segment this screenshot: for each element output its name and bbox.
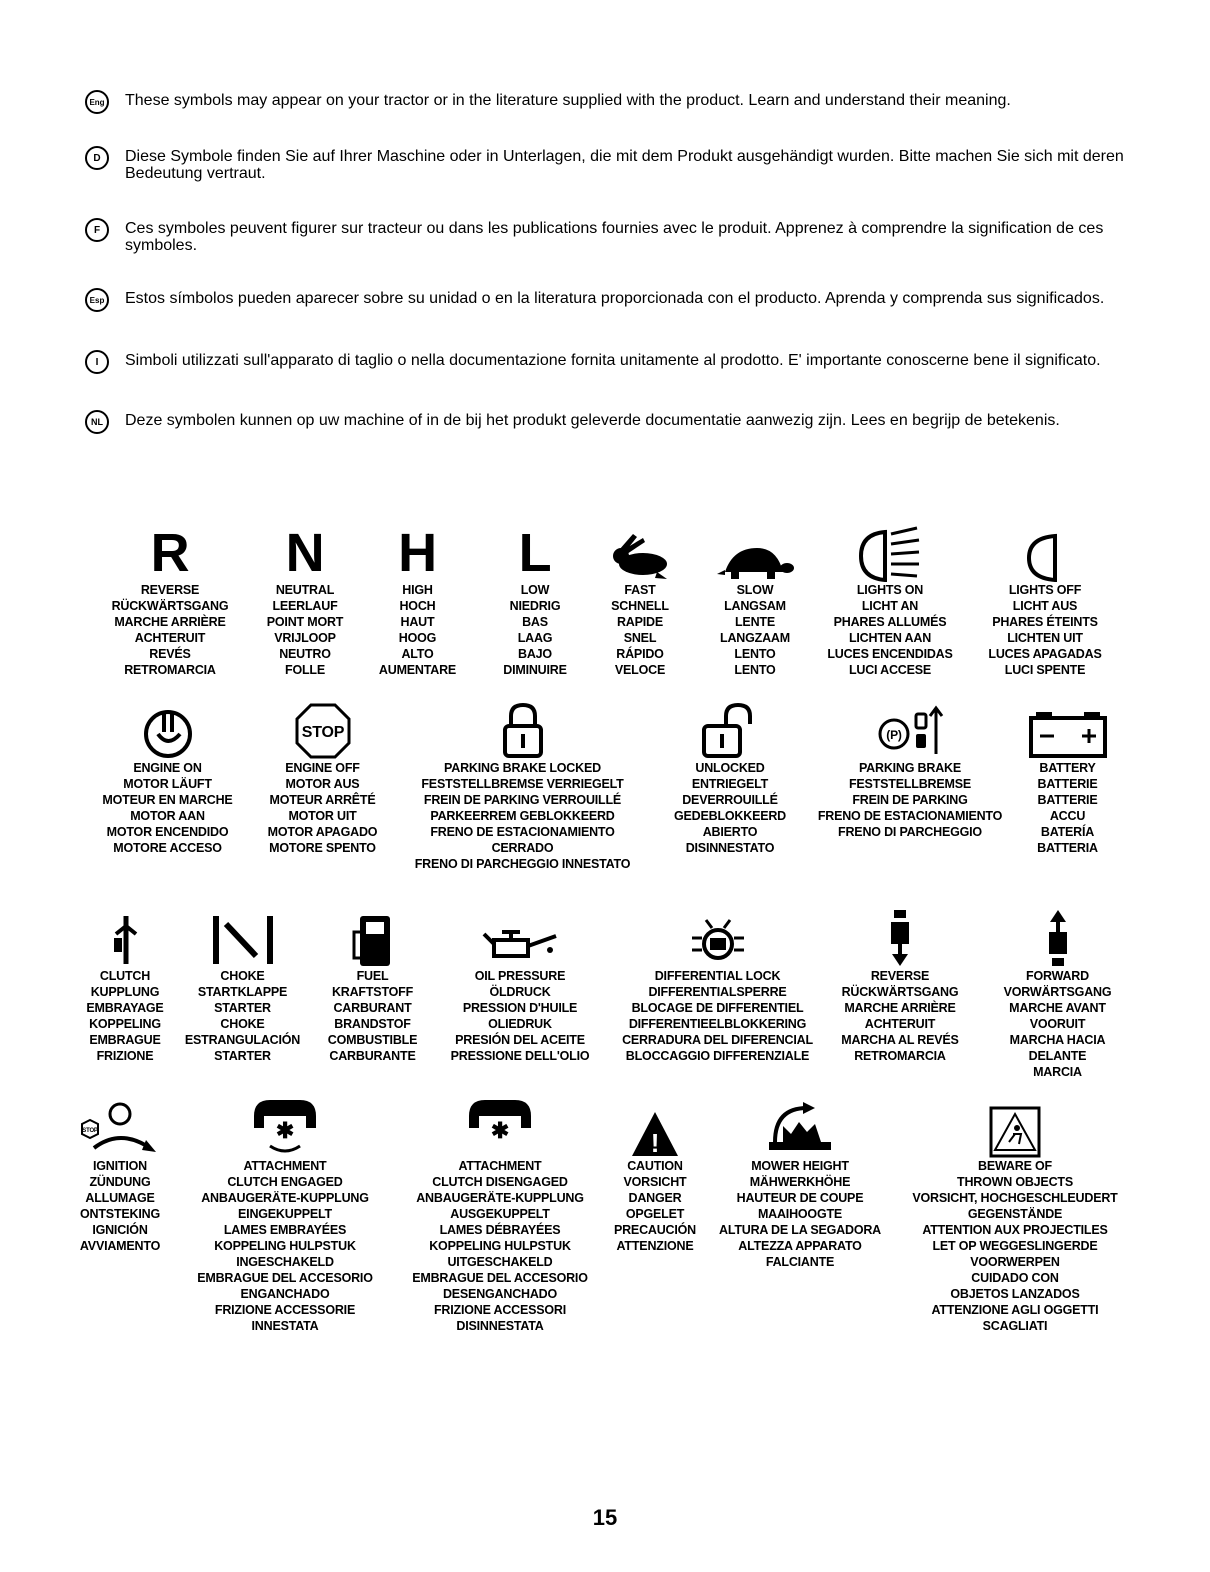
svg-text:✱: ✱	[490, 1118, 510, 1143]
symbol-label-line: DESENGANCHADO	[442, 1287, 558, 1301]
fuel-pump-icon	[315, 900, 430, 968]
symbol-label-line: BATTERIE	[1037, 777, 1098, 791]
intro-german	[85, 146, 1155, 186]
symbol-thrown-objects	[895, 1090, 1135, 1334]
symbol-label-line: UITGESCHAKELD	[447, 1255, 553, 1269]
symbol-label-line: LAMES DÉBRAYÉES	[439, 1223, 561, 1237]
symbol-label-line: RETROMARCIA	[124, 663, 216, 677]
letter-l: L	[518, 523, 552, 583]
symbol-lights-on	[810, 520, 970, 678]
symbol-slow	[700, 520, 810, 678]
symbol-label-line: REVERSE	[140, 583, 200, 597]
engine-on-icon	[90, 690, 245, 760]
symbol-label-line: PRESSIONE DELL'OLIO	[450, 1049, 590, 1063]
symbol-label-line: IGNICIÓN	[92, 1223, 148, 1237]
symbol-label-line: PARKEERREM GEBLOKKEERD	[430, 809, 615, 823]
intro-spanish	[85, 288, 1155, 328]
symbol-label-line: LENTE	[735, 615, 775, 629]
symbol-label-line: FALCIANTE	[765, 1255, 835, 1269]
intro-text: Deze symbolen kunnen op uw machine of in de bij het produkt geleverde documentatie aanwezig zijn. Lees en begrijp de betekenis.	[125, 412, 1060, 429]
symbol-label-line: DANGER	[628, 1191, 682, 1205]
symbol-label-line: ALLUMAGE	[85, 1191, 155, 1205]
symbol-label-line: MOTOR AAN	[130, 809, 205, 823]
symbol-caution	[605, 1090, 705, 1254]
symbol-label-line: REVERSE	[870, 969, 930, 983]
language-badge: Esp	[85, 288, 109, 312]
symbol-label-line: ENTRIEGELT	[691, 777, 769, 791]
intro-text: Diese Symbole finden Sie auf Ihrer Maschine oder in Unterlagen, die mit dem Produkt ausgehändigt wurden. Bitte machen Sie sich mit deren Bedeutung vertraut.	[125, 148, 1124, 182]
symbol-label-line: OPGELET	[625, 1207, 685, 1221]
symbol-label-line: ÖLDRUCK	[489, 985, 551, 999]
symbol-labels	[245, 582, 365, 678]
symbol-label-line: ALTURA DE LA SEGADORA	[719, 1223, 881, 1237]
symbol-label-line: ATTACHMENT	[458, 1159, 542, 1173]
symbol-label-line: THROWN OBJECTS	[957, 1175, 1073, 1189]
symbol-label-line: CAUTION	[627, 1159, 683, 1173]
symbol-label-line: VOORWERPEN	[970, 1255, 1060, 1269]
padlock-unlocked-icon	[655, 690, 805, 760]
symbol-label-line: NIEDRIG	[509, 599, 561, 613]
symbol-label-line: ABIERTO	[702, 825, 758, 839]
symbol-label-line: PRESIÓN DEL ACEITE	[455, 1033, 585, 1047]
symbol-label-line: HAUT	[400, 615, 435, 629]
language-badge: D	[85, 146, 109, 170]
symbol-label-line: EMBRAGUE	[89, 1033, 161, 1047]
attachment-disengaged-icon	[395, 1090, 605, 1158]
symbol-label-line: LIGHTS ON	[856, 583, 924, 597]
symbol-label-line: ATTENZIONE	[616, 1239, 694, 1253]
symbol-label-line: HAUTEUR DE COUPE	[736, 1191, 864, 1205]
symbol-label-line: LET OP WEGGESLINGERDE	[932, 1239, 1098, 1253]
symbol-label-line: ATTACHMENT	[243, 1159, 327, 1173]
caution-icon	[605, 1090, 705, 1158]
symbol-labels	[175, 968, 310, 1064]
symbol-label-line: CARBURANTE	[329, 1049, 416, 1063]
differential-lock-icon	[605, 900, 830, 968]
symbol-label-line: ATTENTION AUX PROJECTILES	[922, 1223, 1108, 1237]
choke-icon	[175, 900, 310, 968]
symbol-label-line: DEVERROUILLÉ	[682, 793, 778, 807]
symbol-battery	[1010, 690, 1125, 856]
symbol-labels	[480, 582, 590, 678]
symbol-labels	[895, 1158, 1135, 1334]
letter-r: R	[150, 523, 190, 583]
symbol-labels	[655, 760, 805, 856]
symbol-label-line: CHOKE	[220, 969, 265, 983]
symbol-label-line: BATTERIA	[1037, 841, 1098, 855]
symbol-labels	[830, 968, 970, 1064]
forward-tractor-icon	[985, 900, 1130, 968]
intro-text: Simboli utilizzati sull'apparato di taglio o nella documentazione fornita unitamente al prodotto. E' importante conoscerne bene il significato.	[125, 352, 1101, 369]
lights-on-icon	[810, 520, 970, 582]
symbol-label-line: MAAIHOOGTE	[757, 1207, 843, 1221]
symbol-label-line: BLOCAGE DE DIFFERENTIEL	[631, 1001, 804, 1015]
symbol-labels	[395, 1158, 605, 1334]
symbol-label-line: VELOCE	[614, 663, 666, 677]
symbol-parking-brake	[800, 690, 1020, 840]
symbol-label-line: AUSGEKUPPELT	[450, 1207, 550, 1221]
symbol-label-line: SNEL	[623, 631, 657, 645]
symbol-label-line: KOPPELING HULPSTUK	[429, 1239, 571, 1253]
symbol-label-line: MOTOR LÄUFT	[123, 777, 212, 791]
symbol-label-line: ONTSTEKING	[80, 1207, 160, 1221]
symbol-labels	[90, 760, 245, 856]
symbol-label-line: KOPPELING	[89, 1017, 161, 1031]
symbol-labels	[810, 582, 970, 678]
symbol-label-line: ACHTERUIT	[864, 1017, 936, 1031]
symbol-labels	[70, 1158, 170, 1254]
symbol-label-line: FRIZIONE	[96, 1049, 154, 1063]
stop-sign-text: STOP	[301, 724, 344, 741]
intro-text: Estos símbolos pueden aparecer sobre su unidad o en la literatura proporcionada con el producto. Aprenda y comprenda sus significados.	[125, 290, 1105, 307]
symbol-unlocked	[655, 690, 805, 856]
symbol-label-line: FESTSTELLBREMSE VERRIEGELT	[421, 777, 624, 791]
intro-text: These symbols may appear on your tractor or in the literature supplied with the product. Learn and understand their meaning.	[125, 92, 1011, 109]
language-badge: F	[85, 218, 109, 242]
symbol-label-line: ANBAUGERÄTE-KUPPLUNG	[416, 1191, 584, 1205]
symbol-label-line: ZÜNDUNG	[89, 1175, 151, 1189]
symbol-label-line: COMBUSTIBLE	[327, 1033, 418, 1047]
symbol-label-line: BAJO	[518, 647, 552, 661]
oil-can-icon	[435, 900, 605, 968]
symbol-label-line: HOCH	[399, 599, 436, 613]
symbol-label-line: LAAG	[517, 631, 553, 645]
symbol-fast	[590, 520, 690, 678]
engine-off-icon	[250, 690, 395, 760]
symbol-label-line: PRECAUCIÓN	[613, 1223, 697, 1237]
symbol-labels	[700, 582, 810, 678]
symbol-label-line: FRENO DE ESTACIONAMIENTO	[817, 809, 1003, 823]
symbol-label-line: ATTENZIONE AGLI OGGETTI	[931, 1303, 1099, 1317]
symbol-label-line: RÜCKWÄRTSGANG	[111, 599, 229, 613]
symbol-labels	[100, 582, 240, 678]
letter-n: N	[285, 523, 325, 583]
symbol-label-line: HOOG	[398, 631, 437, 645]
symbol-label-line: BRANDSTOF	[334, 1017, 411, 1031]
symbol-labels	[435, 968, 605, 1064]
symbol-label-line: FRENO DI PARCHEGGIO	[838, 825, 982, 839]
symbol-label-line: DISINNESTATO	[685, 841, 775, 855]
symbol-label-line: ALTO	[401, 647, 434, 661]
letter-h: H	[398, 523, 437, 583]
language-badge: Eng	[85, 90, 109, 114]
symbol-label-line: FRENO DI PARCHEGGIO INNESTATO	[414, 857, 631, 871]
lights-off-icon	[975, 520, 1115, 582]
symbol-label-line: MARCHA AL REVÉS	[841, 1033, 959, 1047]
symbol-label-line: NEUTRO	[279, 647, 331, 661]
symbol-label-line: VORSICHT	[623, 1175, 687, 1189]
symbol-label-line: MOTOR UIT	[288, 809, 357, 823]
symbol-label-line: UNLOCKED	[695, 761, 765, 775]
symbol-label-line: CLUTCH ENGAGED	[227, 1175, 343, 1189]
attachment-engaged-icon	[180, 1090, 390, 1158]
symbol-label-line: PHARES ÉTEINTS	[992, 615, 1098, 629]
symbol-label-line: FREIN DE PARKING VERROUILLÉ	[423, 793, 622, 807]
symbol-label-line: MARCIA	[1033, 1065, 1082, 1079]
clutch-icon	[75, 900, 175, 968]
symbol-label-line: RETROMARCIA	[854, 1049, 946, 1063]
mower-height-icon	[705, 1090, 895, 1158]
parking-brake-icon	[800, 690, 1020, 760]
symbol-label-line: EMBRAGUE DEL ACCESORIO	[412, 1271, 588, 1285]
symbol-label-line: MOTORE ACCESO	[113, 841, 222, 855]
symbol-label-line: FRIZIONE ACCESSORI	[433, 1303, 567, 1317]
symbol-label-line: STARTKLAPPE	[197, 985, 288, 999]
symbol-label-line: MOTORE SPENTO	[269, 841, 376, 855]
symbol-label-line: PRESSION D'HUILE	[462, 1001, 578, 1015]
symbol-label-line: CUIDADO CON	[971, 1271, 1059, 1285]
symbol-label-line: ACCU	[1049, 809, 1086, 823]
symbol-mower-height	[705, 1090, 895, 1270]
symbol-label-line: MARCHA HACIA	[1009, 1033, 1106, 1047]
symbol-label-line: AUMENTARE	[378, 663, 457, 677]
symbol-label-line: FRIZIONE ACCESSORIE	[214, 1303, 356, 1317]
symbol-label-line: MÄHWERKHÖHE	[749, 1175, 851, 1189]
symbol-label-line: MOTEUR EN MARCHE	[102, 793, 233, 807]
symbol-attachment-disengaged	[395, 1090, 605, 1334]
symbol-label-line: FRENO DE ESTACIONAMIENTO	[430, 825, 615, 839]
symbol-labels	[605, 1158, 705, 1254]
symbol-label-line: RÜCKWÄRTSGANG	[841, 985, 959, 999]
symbol-label-line: KRAFTSTOFF	[331, 985, 414, 999]
symbol-label-line: REVÉS	[149, 647, 191, 661]
symbol-label-line: FUEL	[356, 969, 389, 983]
symbol-oil-pressure	[435, 900, 605, 1064]
symbol-label-line: DISINNESTATA	[456, 1319, 544, 1333]
symbol-label-line: SCHNELL	[611, 599, 669, 613]
symbol-label-line: VORSICHT, HOCHGESCHLEUDERT	[912, 1191, 1118, 1205]
ignition-stop-text: STOP	[82, 1128, 98, 1134]
intro-italian	[85, 350, 1155, 390]
symbol-label-line: STARTER	[214, 1049, 271, 1063]
symbol-label-line: FREIN DE PARKING	[852, 793, 968, 807]
symbol-label-line: NEUTRAL	[275, 583, 335, 597]
symbol-label-line: LENTO	[734, 663, 776, 677]
intro-text: Ces symboles peuvent figurer sur tracteur ou dans les publications fournies avec le produit. Apprenez à comprendre la signification de ces symboles.	[125, 220, 1104, 254]
symbol-label-line: CARBURANT	[333, 1001, 412, 1015]
symbol-label-line: GEDEBLOKKEERD	[674, 809, 786, 823]
parking-p-text: (P)	[886, 728, 902, 742]
symbol-label-line: KOPPELING HULPSTUK	[214, 1239, 356, 1253]
symbol-label-line: ANBAUGERÄTE-KUPPLUNG	[201, 1191, 369, 1205]
symbol-label-line: MOTEUR ARRÊTÉ	[269, 793, 376, 807]
symbol-labels	[365, 582, 470, 678]
symbol-label-line: FORWARD	[1026, 969, 1089, 983]
symbol-label-line: MARCHE ARRIÈRE	[844, 1001, 956, 1015]
symbol-label-line: DIFFERENTIALSPERRE	[648, 985, 787, 999]
symbol-label-line: LANGZAAM	[720, 631, 790, 645]
symbol-label-line: BATTERY	[1039, 761, 1096, 775]
symbol-engine-on	[90, 690, 245, 856]
symbol-label-line: MARCHE ARRIÈRE	[114, 615, 226, 629]
caution-mark: !	[650, 1128, 660, 1158]
symbol-ignition	[70, 1090, 170, 1254]
language-badge: I	[85, 350, 109, 374]
symbol-labels	[250, 760, 395, 856]
symbol-label-line: EMBRAGUE DEL ACCESORIO	[197, 1271, 373, 1285]
symbol-label-line: LICHTEN AAN	[848, 631, 932, 645]
symbol-label-line: BEWARE OF	[978, 1159, 1052, 1173]
symbol-reverse-direction	[830, 900, 970, 1064]
symbol-label-line: VORWÄRTSGANG	[1003, 985, 1112, 999]
symbol-label-line: ENGANCHADO	[240, 1287, 330, 1301]
language-badge: NL	[85, 410, 109, 434]
symbol-label-line: ENGINE OFF	[285, 761, 360, 775]
symbol-label-line: MARCHE AVANT	[1009, 1001, 1106, 1015]
symbol-label-line: LIGHTS OFF	[1008, 583, 1082, 597]
symbol-label-line: BAS	[522, 615, 548, 629]
ignition-icon	[70, 1090, 170, 1158]
symbol-label-line: SLOW	[736, 583, 774, 597]
symbol-label-line: LICHT AN	[861, 599, 919, 613]
symbol-label-line: RAPIDE	[616, 615, 664, 629]
symbol-labels	[605, 968, 830, 1064]
symbol-label-line: LUCI ACCESE	[848, 663, 932, 677]
intro-french	[85, 218, 1155, 258]
symbol-label-line: OIL PRESSURE	[474, 969, 566, 983]
turtle-icon	[700, 520, 810, 582]
symbol-label-line: LANGSAM	[724, 599, 786, 613]
symbol-label-line: MOWER HEIGHT	[751, 1159, 849, 1173]
reverse-tractor-icon	[830, 900, 970, 968]
symbol-label-line: CERRADO	[491, 841, 554, 855]
symbol-choke	[175, 900, 310, 1064]
symbol-engine-off	[250, 690, 395, 856]
symbol-label-line: BATTERIE	[1037, 793, 1098, 807]
symbol-label-line: HIGH	[402, 583, 433, 597]
symbol-label-line: CLUTCH DISENGAGED	[432, 1175, 568, 1189]
symbol-label-line: OLIEDRUK	[488, 1017, 552, 1031]
symbol-label-line: MOTOR AUS	[285, 777, 360, 791]
symbol-labels	[985, 968, 1130, 1080]
symbol-label-line: BLOCCAGGIO DIFFERENZIALE	[625, 1049, 810, 1063]
symbol-label-line: INNESTATA	[251, 1319, 319, 1333]
symbol-label-line: MOTOR APAGADO	[267, 825, 378, 839]
svg-text:✱: ✱	[275, 1118, 295, 1143]
symbol-lights-off	[975, 520, 1115, 678]
symbol-label-line: STARTER	[214, 1001, 271, 1015]
symbol-label-line: OBJETOS LANZADOS	[950, 1287, 1080, 1301]
symbol-fuel	[315, 900, 430, 1064]
symbol-label-line: DELANTE	[1028, 1049, 1087, 1063]
symbol-neutral	[245, 520, 365, 678]
symbol-label-line: LICHTEN UIT	[1007, 631, 1083, 645]
rabbit-icon	[590, 520, 690, 582]
symbol-label-line: LICHT AUS	[1012, 599, 1078, 613]
symbol-labels	[590, 582, 690, 678]
symbol-label-line: DIMINUIRE	[503, 663, 567, 677]
symbol-label-line: LEERLAUF	[272, 599, 338, 613]
symbol-differential-lock	[605, 900, 830, 1064]
symbol-label-line: CLUTCH	[99, 969, 151, 983]
symbol-label-line: ALTEZZA APPARATO	[738, 1239, 862, 1253]
symbol-label-line: CERRADURA DEL DIFERENCIAL	[622, 1033, 813, 1047]
symbol-labels	[1010, 760, 1125, 856]
symbol-label-line: PHARES ALLUMÉS	[833, 615, 947, 629]
symbol-label-line: IGNITION	[93, 1159, 147, 1173]
symbol-attachment-engaged	[180, 1090, 390, 1334]
symbol-label-line: BATERÍA	[1040, 825, 1095, 839]
symbol-labels	[180, 1158, 390, 1334]
symbol-low	[480, 520, 590, 678]
battery-icon	[1010, 690, 1125, 760]
symbol-label-line: ENGINE ON	[133, 761, 202, 775]
symbol-label-line: VRIJLOOP	[274, 631, 336, 645]
symbol-label-line: LUCES ENCENDIDAS	[827, 647, 953, 661]
symbol-label-line: VOORUIT	[1029, 1017, 1086, 1031]
symbol-label-line: DIFFERENTIAL LOCK	[654, 969, 781, 983]
page-number: 15	[592, 1505, 618, 1530]
symbol-label-line: ACHTERUIT	[134, 631, 206, 645]
symbol-label-line: PARKING BRAKE	[858, 761, 962, 775]
symbol-labels	[395, 760, 650, 872]
symbol-label-line: MOTOR ENCENDIDO	[106, 825, 229, 839]
symbol-label-line: DIFFERENTIEELBLOKKERING	[628, 1017, 807, 1031]
symbol-labels	[800, 760, 1020, 840]
symbol-clutch	[75, 900, 175, 1064]
symbol-parking-brake-locked	[395, 690, 650, 872]
symbol-label-line: LENTO	[734, 647, 776, 661]
symbol-label-line: POINT MORT	[266, 615, 344, 629]
symbol-label-line: GEGENSTÄNDE	[967, 1207, 1063, 1221]
symbol-labels	[315, 968, 430, 1064]
symbol-label-line: PARKING BRAKE LOCKED	[444, 761, 601, 775]
symbol-labels	[75, 968, 175, 1064]
symbol-label-line: LOW	[520, 583, 550, 597]
thrown-objects-icon	[895, 1090, 1135, 1158]
symbol-label-line: AVVIAMENTO	[79, 1239, 161, 1253]
symbol-label-line: ESTRANGULACIÓN	[184, 1033, 301, 1047]
symbol-label-line: FESTSTELLBREMSE	[848, 777, 971, 791]
symbol-label-line: FAST	[624, 583, 656, 597]
symbol-label-line: RÁPIDO	[616, 647, 664, 661]
symbol-label-line: LAMES EMBRAYÉES	[223, 1223, 347, 1237]
symbol-high	[365, 520, 470, 678]
symbol-label-line: CHOKE	[220, 1017, 265, 1031]
symbol-labels	[975, 582, 1115, 678]
symbol-label-line: SCAGLIATI	[982, 1319, 1048, 1333]
padlock-locked-icon	[395, 690, 650, 760]
symbol-labels	[705, 1158, 895, 1270]
symbol-label-line: EINGEKUPPELT	[238, 1207, 332, 1221]
symbol-label-line: LUCI SPENTE	[1004, 663, 1086, 677]
intro-english	[85, 90, 1155, 116]
symbol-forward	[985, 900, 1130, 1080]
symbol-label-line: EMBRAYAGE	[86, 1001, 164, 1015]
symbol-label-line: KUPPLUNG	[90, 985, 160, 999]
symbol-label-line: LUCES APAGADAS	[988, 647, 1102, 661]
symbol-reverse	[100, 520, 240, 678]
intro-dutch	[85, 410, 1155, 436]
symbol-label-line: INGESCHAKELD	[236, 1255, 334, 1269]
symbol-label-line: FOLLE	[285, 663, 325, 677]
